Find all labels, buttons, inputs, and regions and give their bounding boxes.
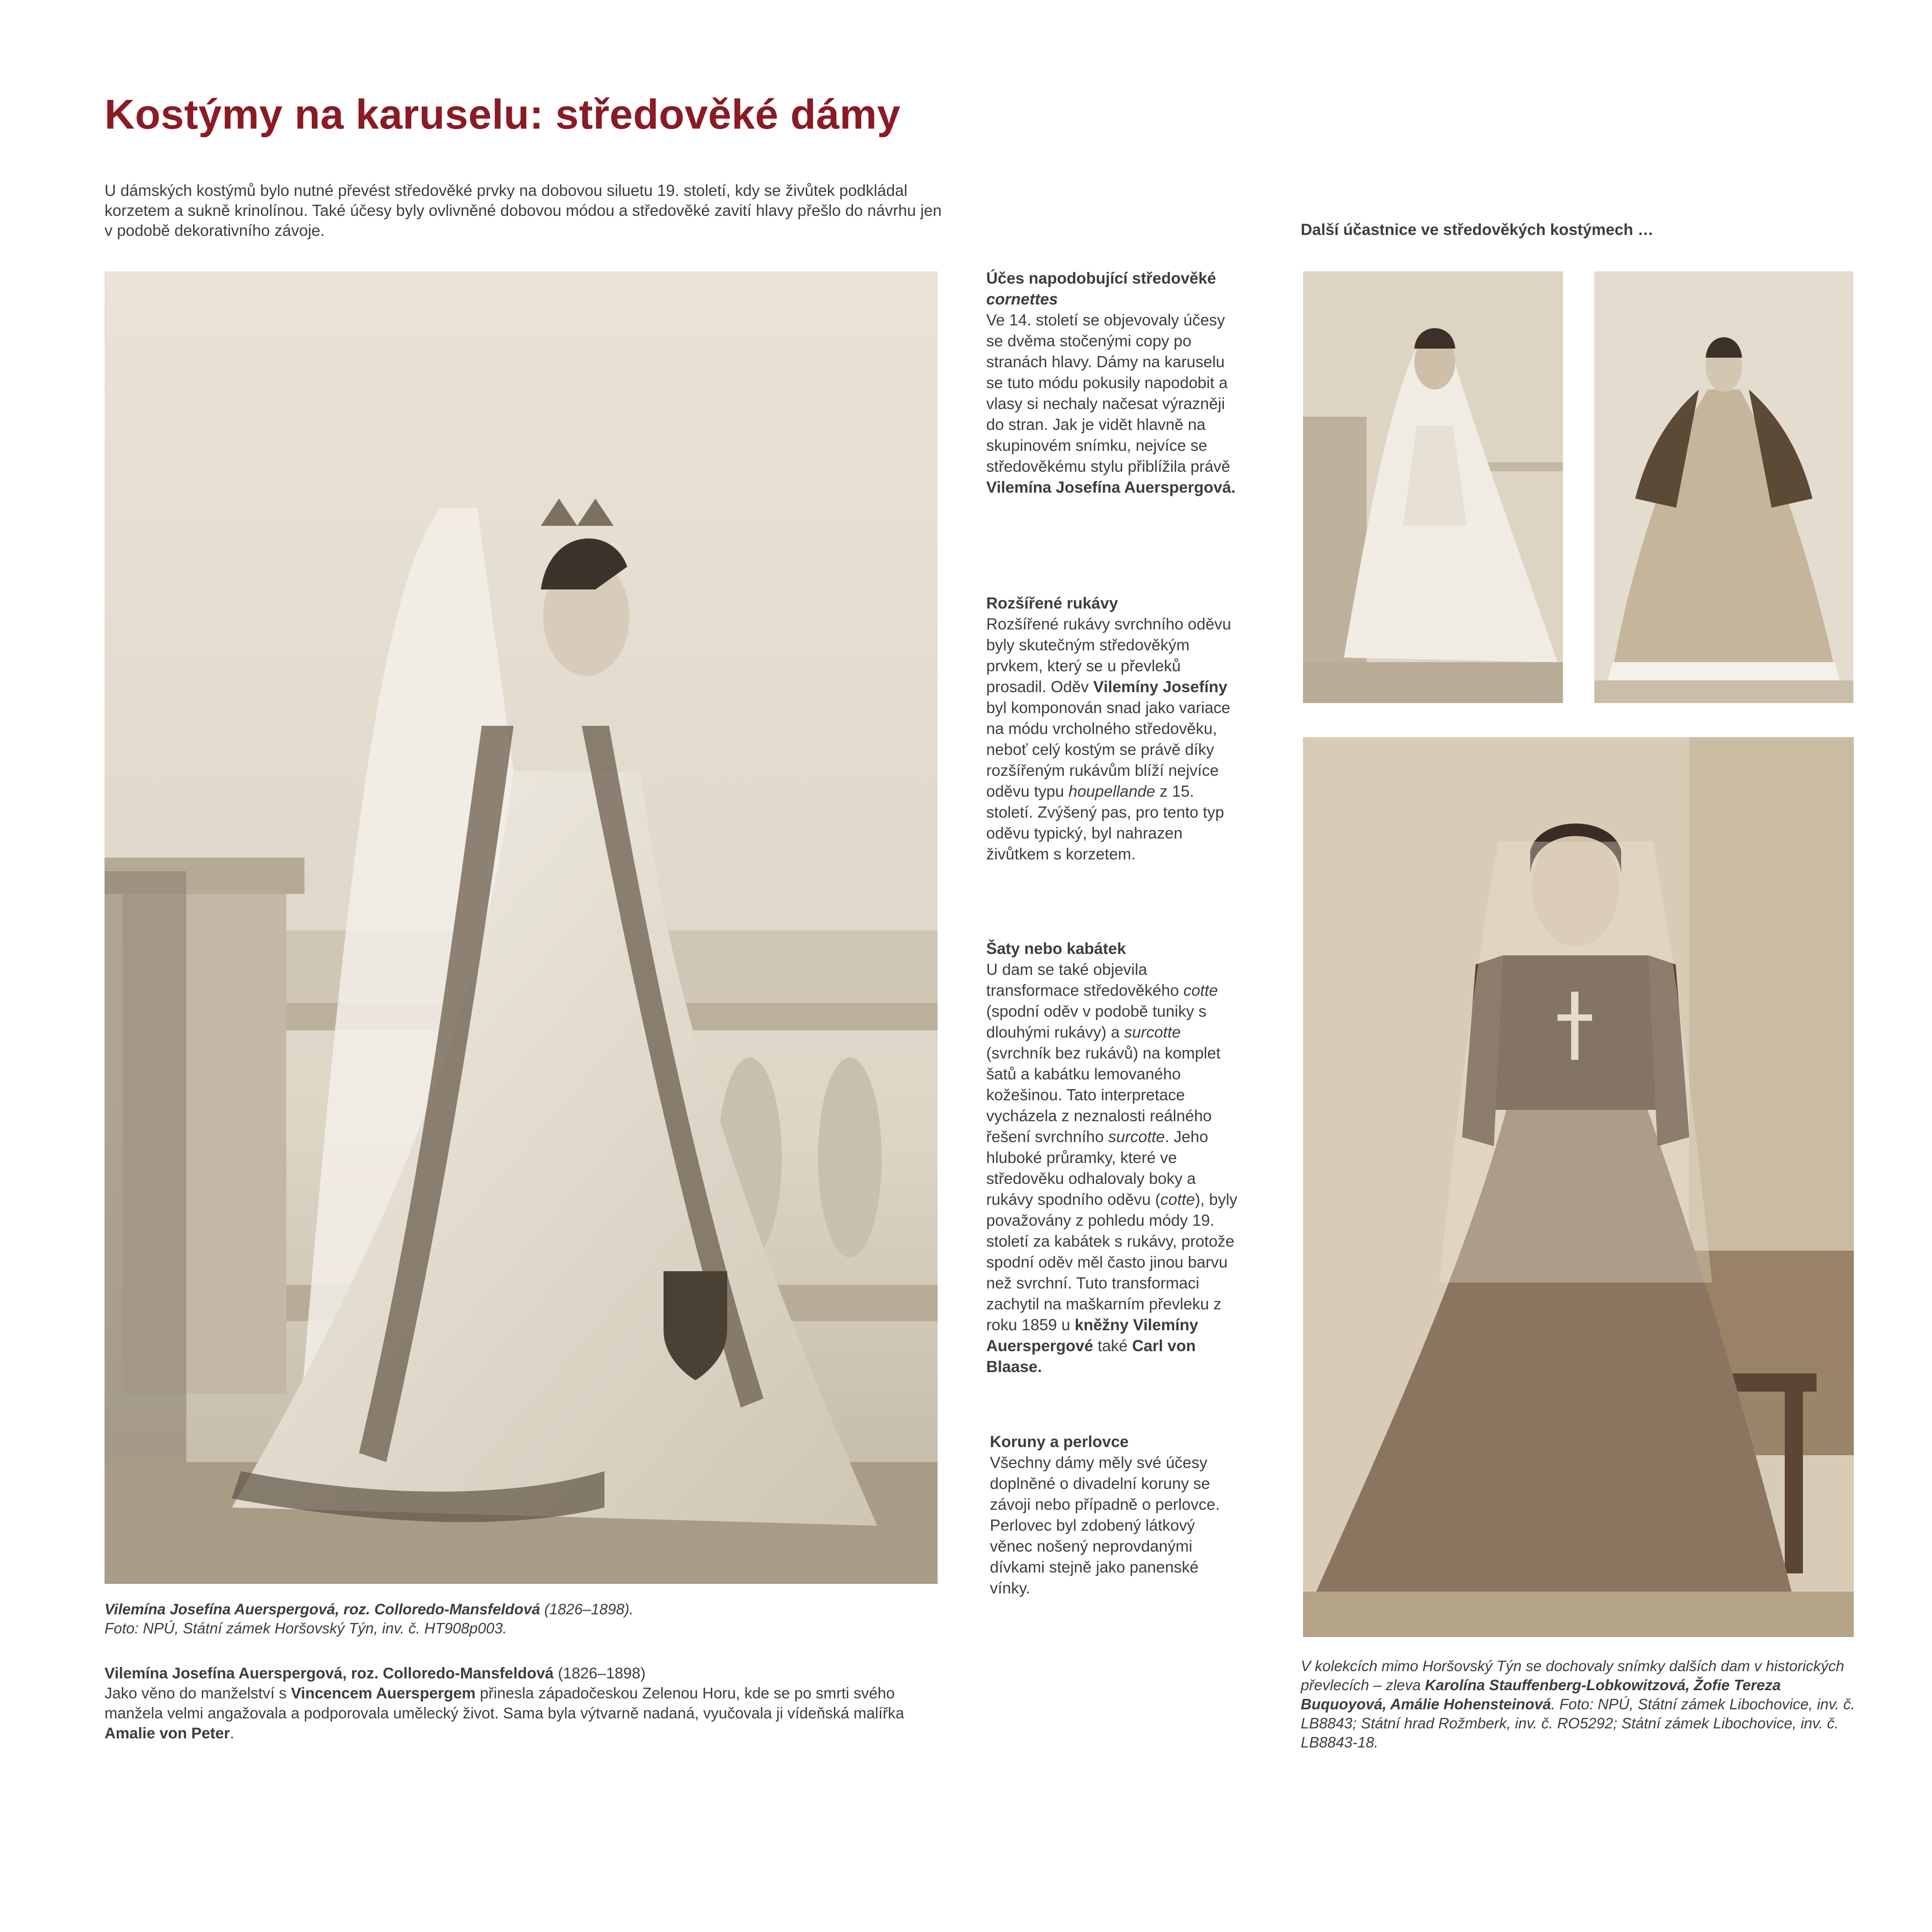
section-hairstyle-bold: Vilemína Josefína Auerspergová. (986, 479, 1236, 496)
right-caption-t2: . Foto: NPÚ, Státní zámek Libochovice, inv. č. LB8843; Státní hrad Rožmberk, inv. č. RO5292; Státní zámek Libochovice, inv. č. LB8843-18. (1301, 1696, 1855, 1751)
bio-name: Vilemína Josefína Auerspergová, roz. Colloredo-Mansfeldová (105, 1665, 554, 1682)
biography (105, 1663, 945, 1743)
right-photos-caption (1301, 1657, 1860, 1752)
section-sleeves-text-b: byl komponován snad jako variace na módu vrcholného středověku, neboť celý kostým se právě díky rozšířeným rukávům blíží nejvíce oděvu typu (986, 699, 1230, 800)
section-dress-i2: surcotte (1124, 1023, 1181, 1041)
bio-t1: Jako věno do manželství s (105, 1685, 287, 1702)
section-dress-t2: (spodní oděv v podobě tuniky s dlouhými rukávy) a (986, 1003, 1207, 1041)
section-dress-jacket (986, 939, 1241, 1378)
page-title: Kostýmy na karuselu: středověké dámy (105, 91, 901, 138)
section-hairstyle (986, 268, 1241, 498)
section-dress-b2: Carl von Blaase. (986, 1337, 1196, 1376)
section-dress-b1: kněžny Vilemíny Auerspergové (986, 1316, 1198, 1355)
section-dress-t3: (svrchník bez rukávů) na komplet šatů a kabátku lemovaného kožešinou. Tato interpretace vycházela z neznalosti reálného řešení svrchního (986, 1044, 1221, 1146)
section-sleeves-bold-a: Vilemíny Josefíny (1093, 678, 1228, 696)
section-dress-t4: . Jeho hluboké průramky, které ve středověku odhalovaly boky a rukávy spodního oděvu ( (986, 1128, 1208, 1208)
section-sleeves-italic-b: houpellande (1068, 783, 1155, 800)
section-hairstyle-text: Ve 14. století se objevovaly účesy se dvěma stočenými copy po stranách hlavy. Dámy na karuselu se tuto módu pokusily napodobit a vlasy si nechaly načesat výrazněji do stran. Jak je vidět hlavně na skupinovém snímku, nejvíce se středověkému stylu přiblížila právě (986, 311, 1230, 475)
bio-t2: přinesla západočeskou Zelenou Horu, kde se po smrti svého manžela velmi angažovala a podporovala umělecký život. Sama byla výtvarně nadaná, vyučovala ji vídeňská malířka (105, 1685, 904, 1722)
right-caption-t1: V kolekcích mimo Horšovský Týn se dochovaly snímky dalších dam v historických převlecích – zleva (1301, 1657, 1844, 1693)
section-sleeves (986, 593, 1241, 865)
bio-years: (1826–1898) (558, 1665, 646, 1682)
intro-paragraph: U dámských kostýmů bylo nutné převést středověké prvky na dobovou siluetu 19. století, kdy se živůtek podkládal korzetem a sukně krinolínou. Také účesy byly ovlivněné dobovou módou a středověké zavití hlavy přešlo do návrhu jen v podobě dekorativního závoje. (105, 182, 942, 240)
side-photo-2 (1594, 271, 1853, 703)
bio-b1: Vincencem Auerspergem (291, 1685, 476, 1702)
section-dress-i4: cotte (1160, 1191, 1195, 1208)
section-dress-t5: ), byly považovány z pohledu módy 19. století za kabátek s rukávy, protože spodní oděv měl často jinou barvu než svrchní. Tuto transformaci zachytil na maškarním převleku z roku 1859 u (986, 1191, 1238, 1334)
bio-b2: Amalie von Peter (105, 1725, 230, 1742)
section-dress-t6: také (1098, 1337, 1128, 1355)
side-photo-1 (1303, 271, 1563, 703)
main-caption-credit: Foto: NPÚ, Státní zámek Horšovský Týn, inv. č. HT908p003. (105, 1620, 507, 1637)
main-portrait-photo (105, 271, 938, 1584)
main-photo-caption (105, 1600, 945, 1638)
section-sleeves-text-c: z 15. století. Zvýšený pas, pro tento typ oděvu typický, byl nahrazen živůtkem s korzetem. (986, 783, 1224, 863)
section-crowns-heading: Koruny a perlovce (990, 1433, 1129, 1451)
section-crowns (990, 1432, 1240, 1599)
side-photos-label: Další účastnice ve středověkých kostýmech … (1301, 221, 1654, 239)
section-hairstyle-heading-italic: cornettes (986, 290, 1058, 308)
section-dress-t1: U dam se také objevila transformace středověkého (986, 961, 1179, 999)
section-dress-heading: Šaty nebo kabátek (986, 940, 1126, 958)
right-caption-names: Karolína Stauffenberg-Lobkowitzová, Žofie Tereza Buquoyová, Amálie Hohensteinová (1301, 1677, 1781, 1712)
main-caption-years: (1826–1898). (544, 1601, 634, 1617)
main-caption-name: Vilemína Josefína Auerspergová, roz. Colloredo-Mansfeldová (105, 1601, 540, 1617)
section-dress-i3: surcotte (1108, 1128, 1165, 1146)
section-sleeves-text-a: Rozšířené rukávy svrchního oděvu byly skutečným středověkým prvkem, který se u převleků prosadil. Oděv (986, 615, 1231, 696)
section-dress-i1: cotte (1183, 982, 1218, 999)
side-photo-3 (1303, 737, 1854, 1637)
section-sleeves-heading: Rozšířené rukávy (986, 594, 1118, 612)
section-hairstyle-heading: Účes napodobující středověké (986, 270, 1216, 287)
bio-t3: . (230, 1725, 235, 1742)
section-crowns-text: Všechny dámy měly své účesy doplněné o divadelní koruny se závoji nebo případně o perlovce. Perlovec byl zdobený látkový věnec nošený neprovdanými dívkami stejně jako panenské vínky. (990, 1454, 1220, 1597)
